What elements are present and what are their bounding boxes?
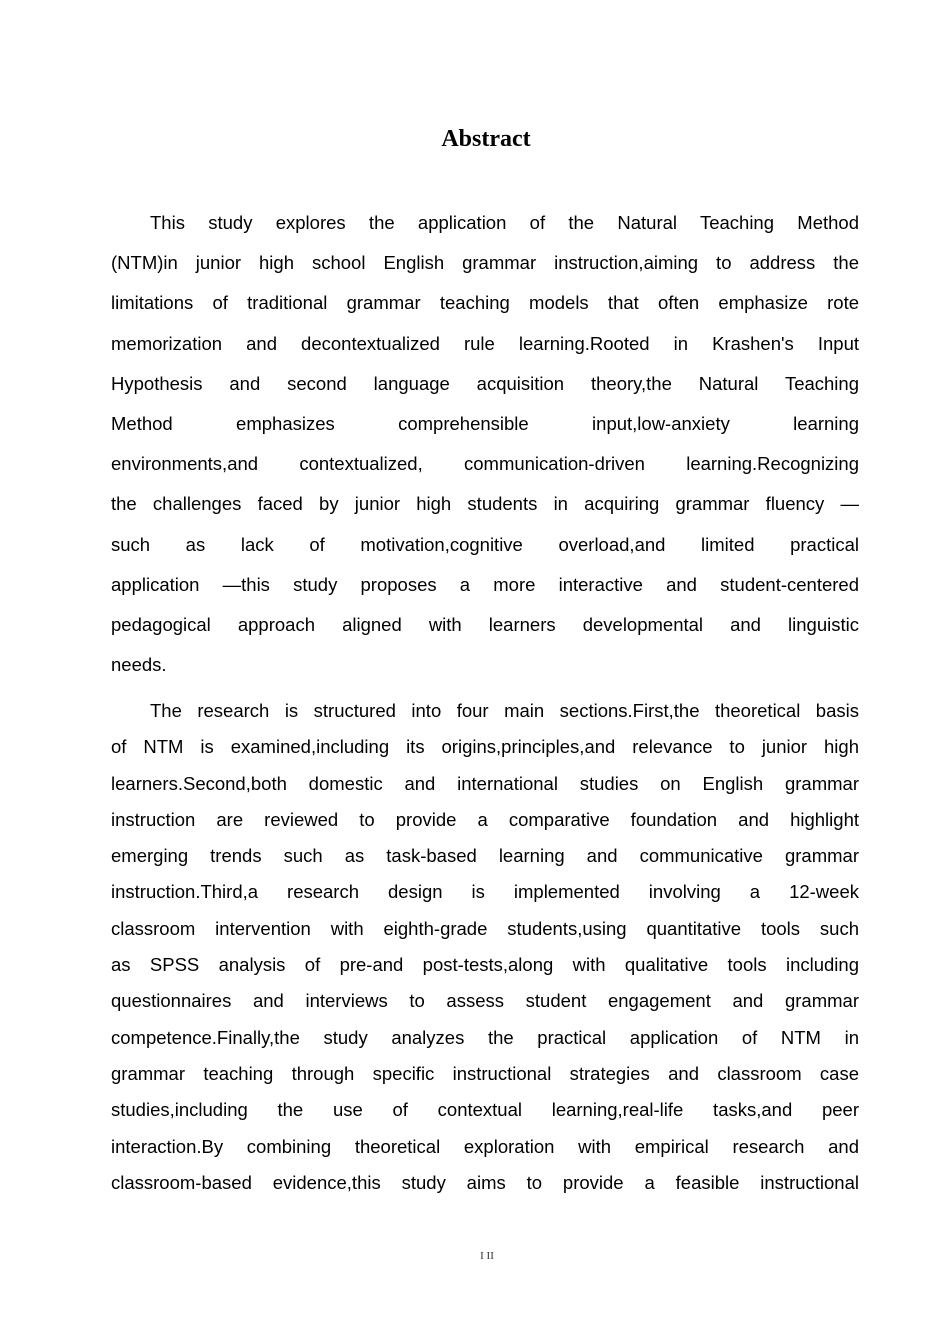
abstract-paragraph-2 [111, 693, 859, 1201]
text-line: Hypothesis and second language acquisition theory,the Natural Teaching [111, 372, 859, 394]
text-line: The research is structured into four main sections.First,the theoretical basis [150, 700, 859, 721]
text-line: instruction are reviewed to provide a comparative foundation and highlight [111, 808, 859, 830]
text-line: pedagogical approach aligned with learners developmental and linguistic [111, 614, 859, 636]
text-line: as SPSS analysis of pre-and post-tests,along with qualitative tools including [111, 954, 859, 976]
text-line: classroom intervention with eighth-grade students,using quantitative tools such [111, 917, 859, 939]
text-line: This study explores the application of the Natural Teaching Method [150, 212, 859, 233]
text-line: instruction.Third,a research design is implemented involving a 12-week [111, 881, 859, 903]
text-line: (NTM)in junior high school English grammar instruction,aiming to address the [111, 252, 859, 274]
text-line: grammar teaching through specific instructional strategies and classroom case [111, 1062, 859, 1084]
abstract-paragraph-1 [111, 203, 859, 685]
text-line: competence.Finally,the study analyzes the practical application of NTM in [111, 1026, 859, 1048]
text-line: Method emphasizes comprehensible input,low-anxiety learning [111, 413, 859, 435]
text-line: studies,including the use of contextual learning,real-life tasks,and peer [111, 1099, 859, 1121]
text-line: application —this study proposes a more interactive and student-centered [111, 573, 859, 595]
text-line: classroom-based evidence,this study aims to provide a feasible instructional [111, 1171, 859, 1193]
page-number: I II [480, 1250, 494, 1262]
text-line: such as lack of motivation,cognitive overload,and limited practical [111, 533, 859, 555]
abstract-title: Abstract [441, 126, 531, 152]
text-line: questionnaires and interviews to assess student engagement and grammar [111, 990, 859, 1012]
text-line: the challenges faced by junior high students in acquiring grammar fluency — [111, 493, 859, 515]
text-line: environments,and contextualized, communication-driven learning.Recognizing [111, 453, 859, 475]
text-line: memorization and decontextualized rule learning.Rooted in Krashen's Input [111, 332, 859, 354]
text-line: emerging trends such as task-based learning and communicative grammar [111, 845, 859, 867]
text-line: of NTM is examined,including its origins,principles,and relevance to junior high [111, 736, 859, 758]
text-line: learners.Second,both domestic and international studies on English grammar [111, 772, 859, 794]
text-line: interaction.By combining theoretical exploration with empirical research and [111, 1135, 859, 1157]
text-line: needs. [111, 654, 167, 676]
text-line: limitations of traditional grammar teaching models that often emphasize rote [111, 292, 859, 314]
